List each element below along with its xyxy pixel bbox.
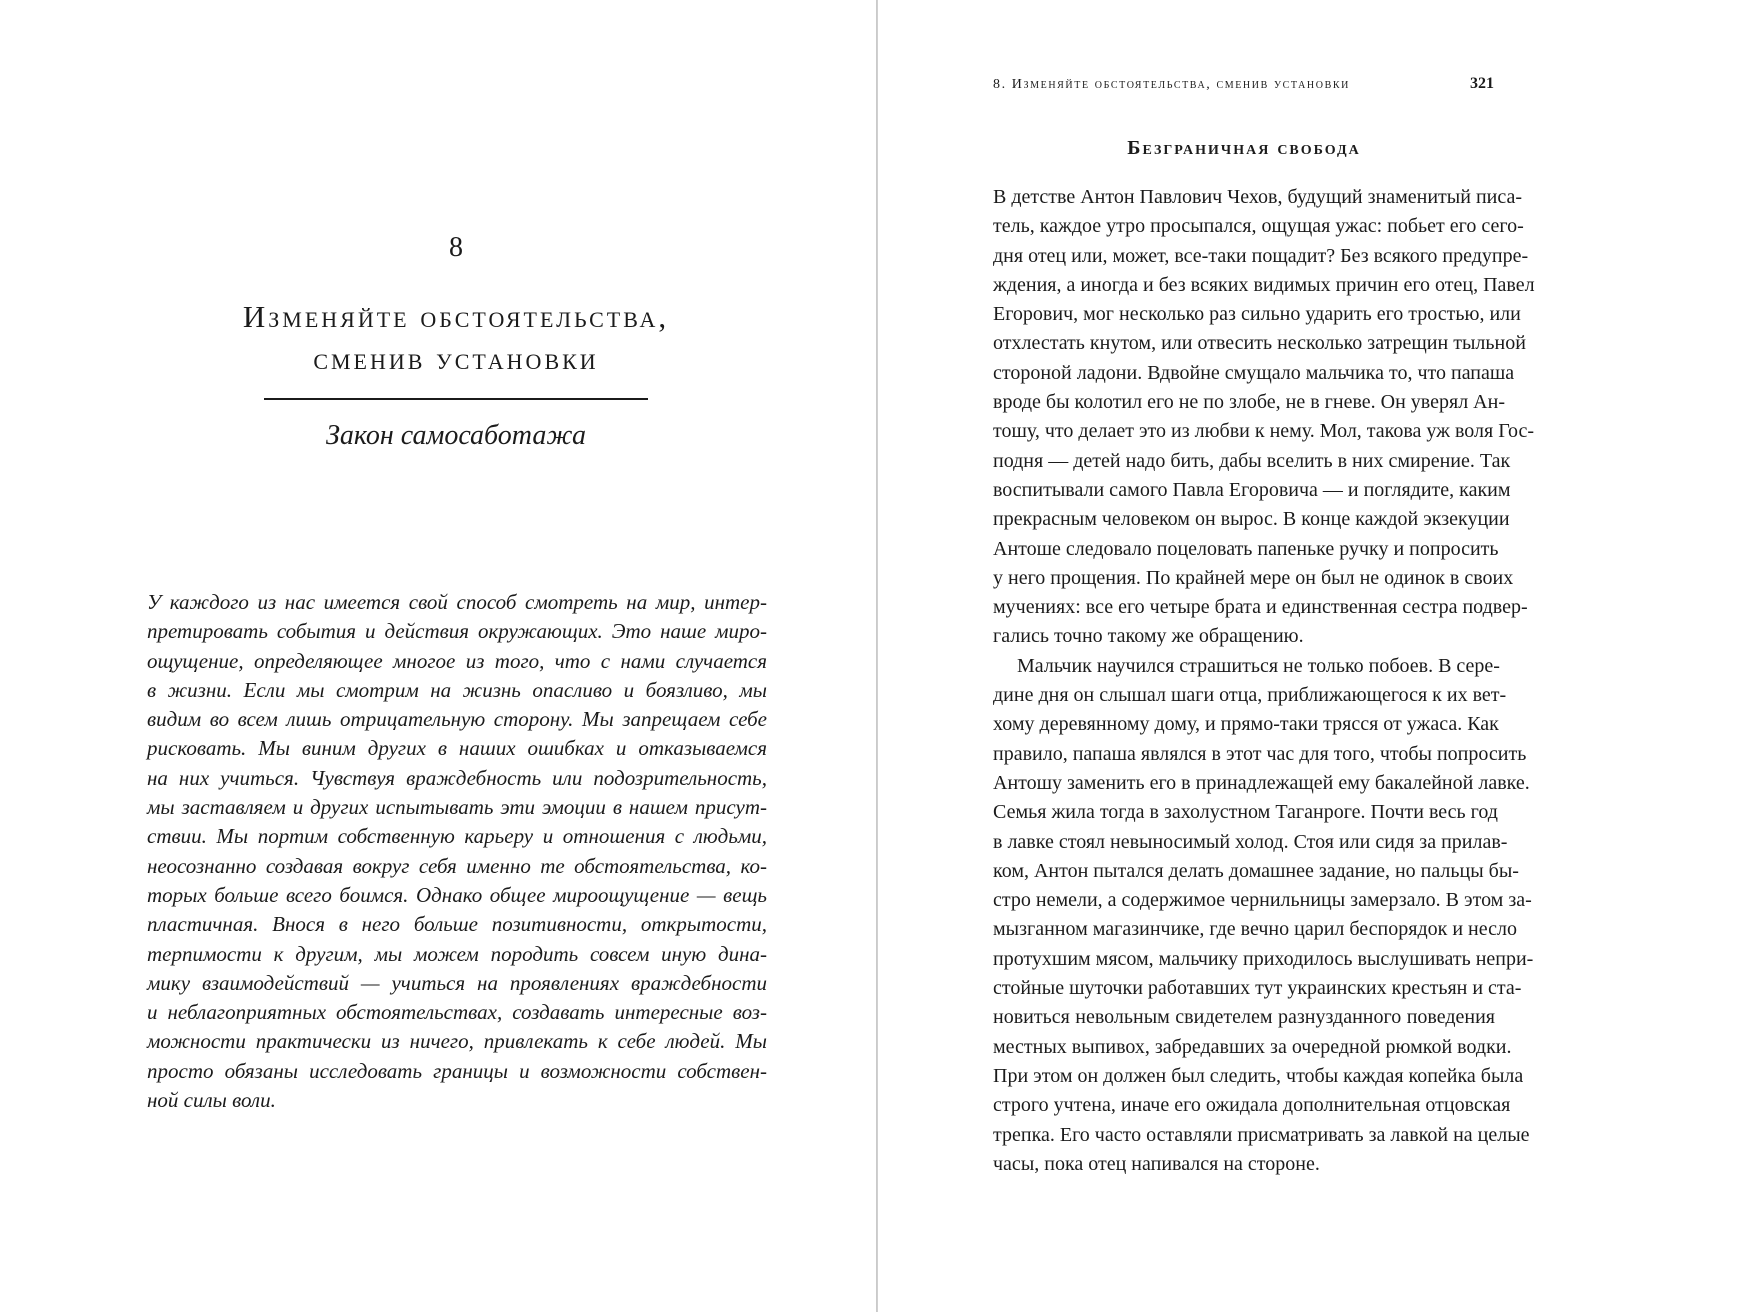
right-page xyxy=(878,0,1755,1312)
chapter-intro-text xyxy=(147,588,767,1115)
text-line: строго учтена, иначе его ожидала дополнительная отцовская xyxy=(993,1094,1511,1117)
chapter-title xyxy=(140,296,772,380)
text-line: рисковать. Мы виним других в наших ошибках и отказываемся xyxy=(147,736,767,761)
text-line: прекрасным человеком он вырос. В конце каждой экзекуции xyxy=(993,508,1510,531)
chapter-title-line: Изменяйте обстоятельства, xyxy=(242,299,670,334)
text-line: правило, папаша являлся в этот час для того, чтобы попросить xyxy=(993,742,1527,765)
text-line: При этом он должен был следить, чтобы каждая копейка была xyxy=(993,1064,1524,1087)
text-line: У каждого из нас имеется свой способ смотреть на мир, интер- xyxy=(147,590,767,614)
page-number: 321 xyxy=(1470,75,1494,92)
text-line: В детстве Антон Павлович Чехов, будущий знаменитый писа- xyxy=(993,186,1523,208)
text-line: тошу, что делает это из любви к нему. Мол, такова уж воля Гос- xyxy=(993,420,1535,443)
text-line: Антошу заменить его в принадлежащей ему бакалейной лавке. xyxy=(993,771,1530,794)
text-line: мызганном магазинчике, где вечно царил беспорядок и несло xyxy=(993,918,1517,941)
text-line: просто обязаны исследовать границы и возможности собствен- xyxy=(147,1058,767,1083)
text-line: ком, Антон пытался делать домашнее задание, но пальцы бы- xyxy=(993,859,1519,882)
left-page xyxy=(0,0,876,1312)
text-line: часы, пока отец напивался на стороне. xyxy=(993,1152,1320,1175)
text-line: тель, каждое утро просыпался, ощущая ужас: побьет его сего- xyxy=(993,215,1524,238)
text-line: стороной ладони. Вдвойне смущало мальчика то, что папаша xyxy=(993,361,1515,384)
text-line: Егорович, мог несколько раз сильно ударить его тростью, или xyxy=(993,303,1521,326)
text-line: местных выпивох, забредавших за очередной рюмкой водки. xyxy=(993,1035,1512,1058)
text-line: и неблагоприятных обстоятельствах, создавать интересные воз- xyxy=(147,1000,767,1025)
text-line: видим во всем лишь отрицательную сторону. Мы запрещаем себе xyxy=(147,707,767,732)
text-line: мы заставляем и других испытывать эти эмоции в нашем присут- xyxy=(147,795,767,820)
text-line: гались точно такому же обращению. xyxy=(993,625,1304,648)
chapter-title-line: сменив установки xyxy=(313,341,599,376)
chapter-number: 8 xyxy=(449,232,463,263)
text-line: новиться невольным свидетелем разнузданного поведения xyxy=(993,1006,1495,1029)
text-line: Антоше следовало поцеловать папеньке ручку и попросить xyxy=(993,537,1499,560)
text-line: мику взаимодействий — учиться на проявлениях враждебности xyxy=(147,970,767,995)
text-line: вроде бы колотил его не по злобе, не в гневе. Он уверял Ан- xyxy=(993,391,1505,414)
text-line: неосознанно создавая вокруг себя именно те обстоятельства, ко- xyxy=(147,853,767,878)
text-line: хому деревянному дому, и прямо-таки трясся от ужаса. Как xyxy=(993,713,1499,736)
text-line: можности практически из ничего, привлекать к себе людей. Мы xyxy=(147,1029,767,1054)
text-line: воспитывали самого Павла Егоровича — и поглядите, каким xyxy=(993,478,1511,501)
text-line: претировать события и действия окружающих. Это наше миро- xyxy=(147,619,767,644)
text-line: отхлестать кнутом, или отвесить несколько затрещин тыльной xyxy=(993,332,1526,355)
text-line: трепка. Его часто оставляли присматривать за лавкой на целые xyxy=(993,1123,1530,1146)
body-text xyxy=(993,183,1535,1179)
text-line: подня — детей надо бить, дабы вселить в них смирение. Так xyxy=(993,449,1511,472)
text-line: стойные шуточки работавших тут украинских крестьян и ста- xyxy=(993,977,1522,1000)
paragraph xyxy=(993,652,1534,1179)
text-line: мучениях: все его четыре брата и единственная сестра подвер- xyxy=(993,596,1528,619)
text-line: в лавке стоял невыносимый холод. Стоя или сидя за прилав- xyxy=(993,830,1508,853)
text-line: на них учиться. Чувствуя враждебность или подозрительность, xyxy=(147,765,767,790)
text-line: торых больше всего боимся. Однако общее мироощущение — вещь xyxy=(147,882,767,907)
text-line: ствии. Мы портим собственную карьеру и отношения с людьми, xyxy=(147,824,767,849)
text-line: ощущение, определяющее многое из того, что с нами случается xyxy=(147,648,767,673)
text-line: дине дня он слышал шаги отца, приближающегося к их вет- xyxy=(993,684,1507,707)
text-line: Мальчик научился страшиться не только побоев. В сере- xyxy=(1017,654,1500,677)
text-line: терпимости к другим, мы можем породить совсем иную дина- xyxy=(147,941,767,966)
text-line: протухшим мясом, мальчику приходилось выслушивать непри- xyxy=(993,947,1534,970)
text-line: ждения, а иногда и без всяких видимых причин его отец, Павел xyxy=(993,273,1535,296)
law-title: Закон самосаботажа xyxy=(325,420,586,451)
text-line: у него прощения. По крайней мере он был не одинок в своих xyxy=(993,566,1514,589)
section-title: Безграничная свобода xyxy=(1127,137,1361,159)
text-line: Семья жила тогда в захолустном Таганроге. Почти весь год xyxy=(993,801,1498,824)
text-line: в жизни. Если мы смотрим на жизнь опасливо и боязливо, мы xyxy=(147,677,767,702)
text-line: стро немели, а содержимое чернильницы замерзало. В этом за- xyxy=(993,889,1532,912)
text-line: дня отец или, может, все-таки пощадит? Без всякого предупре- xyxy=(993,244,1529,267)
chapter-title-rule xyxy=(264,398,648,400)
text-line: пластичная. Внося в него больше позитивности, открытости, xyxy=(147,912,767,937)
running-header: 8. Изменяйте обстоятельства, сменив установки xyxy=(993,77,1350,92)
text-line: ной силы воли. xyxy=(147,1088,276,1113)
paragraph xyxy=(993,183,1535,652)
